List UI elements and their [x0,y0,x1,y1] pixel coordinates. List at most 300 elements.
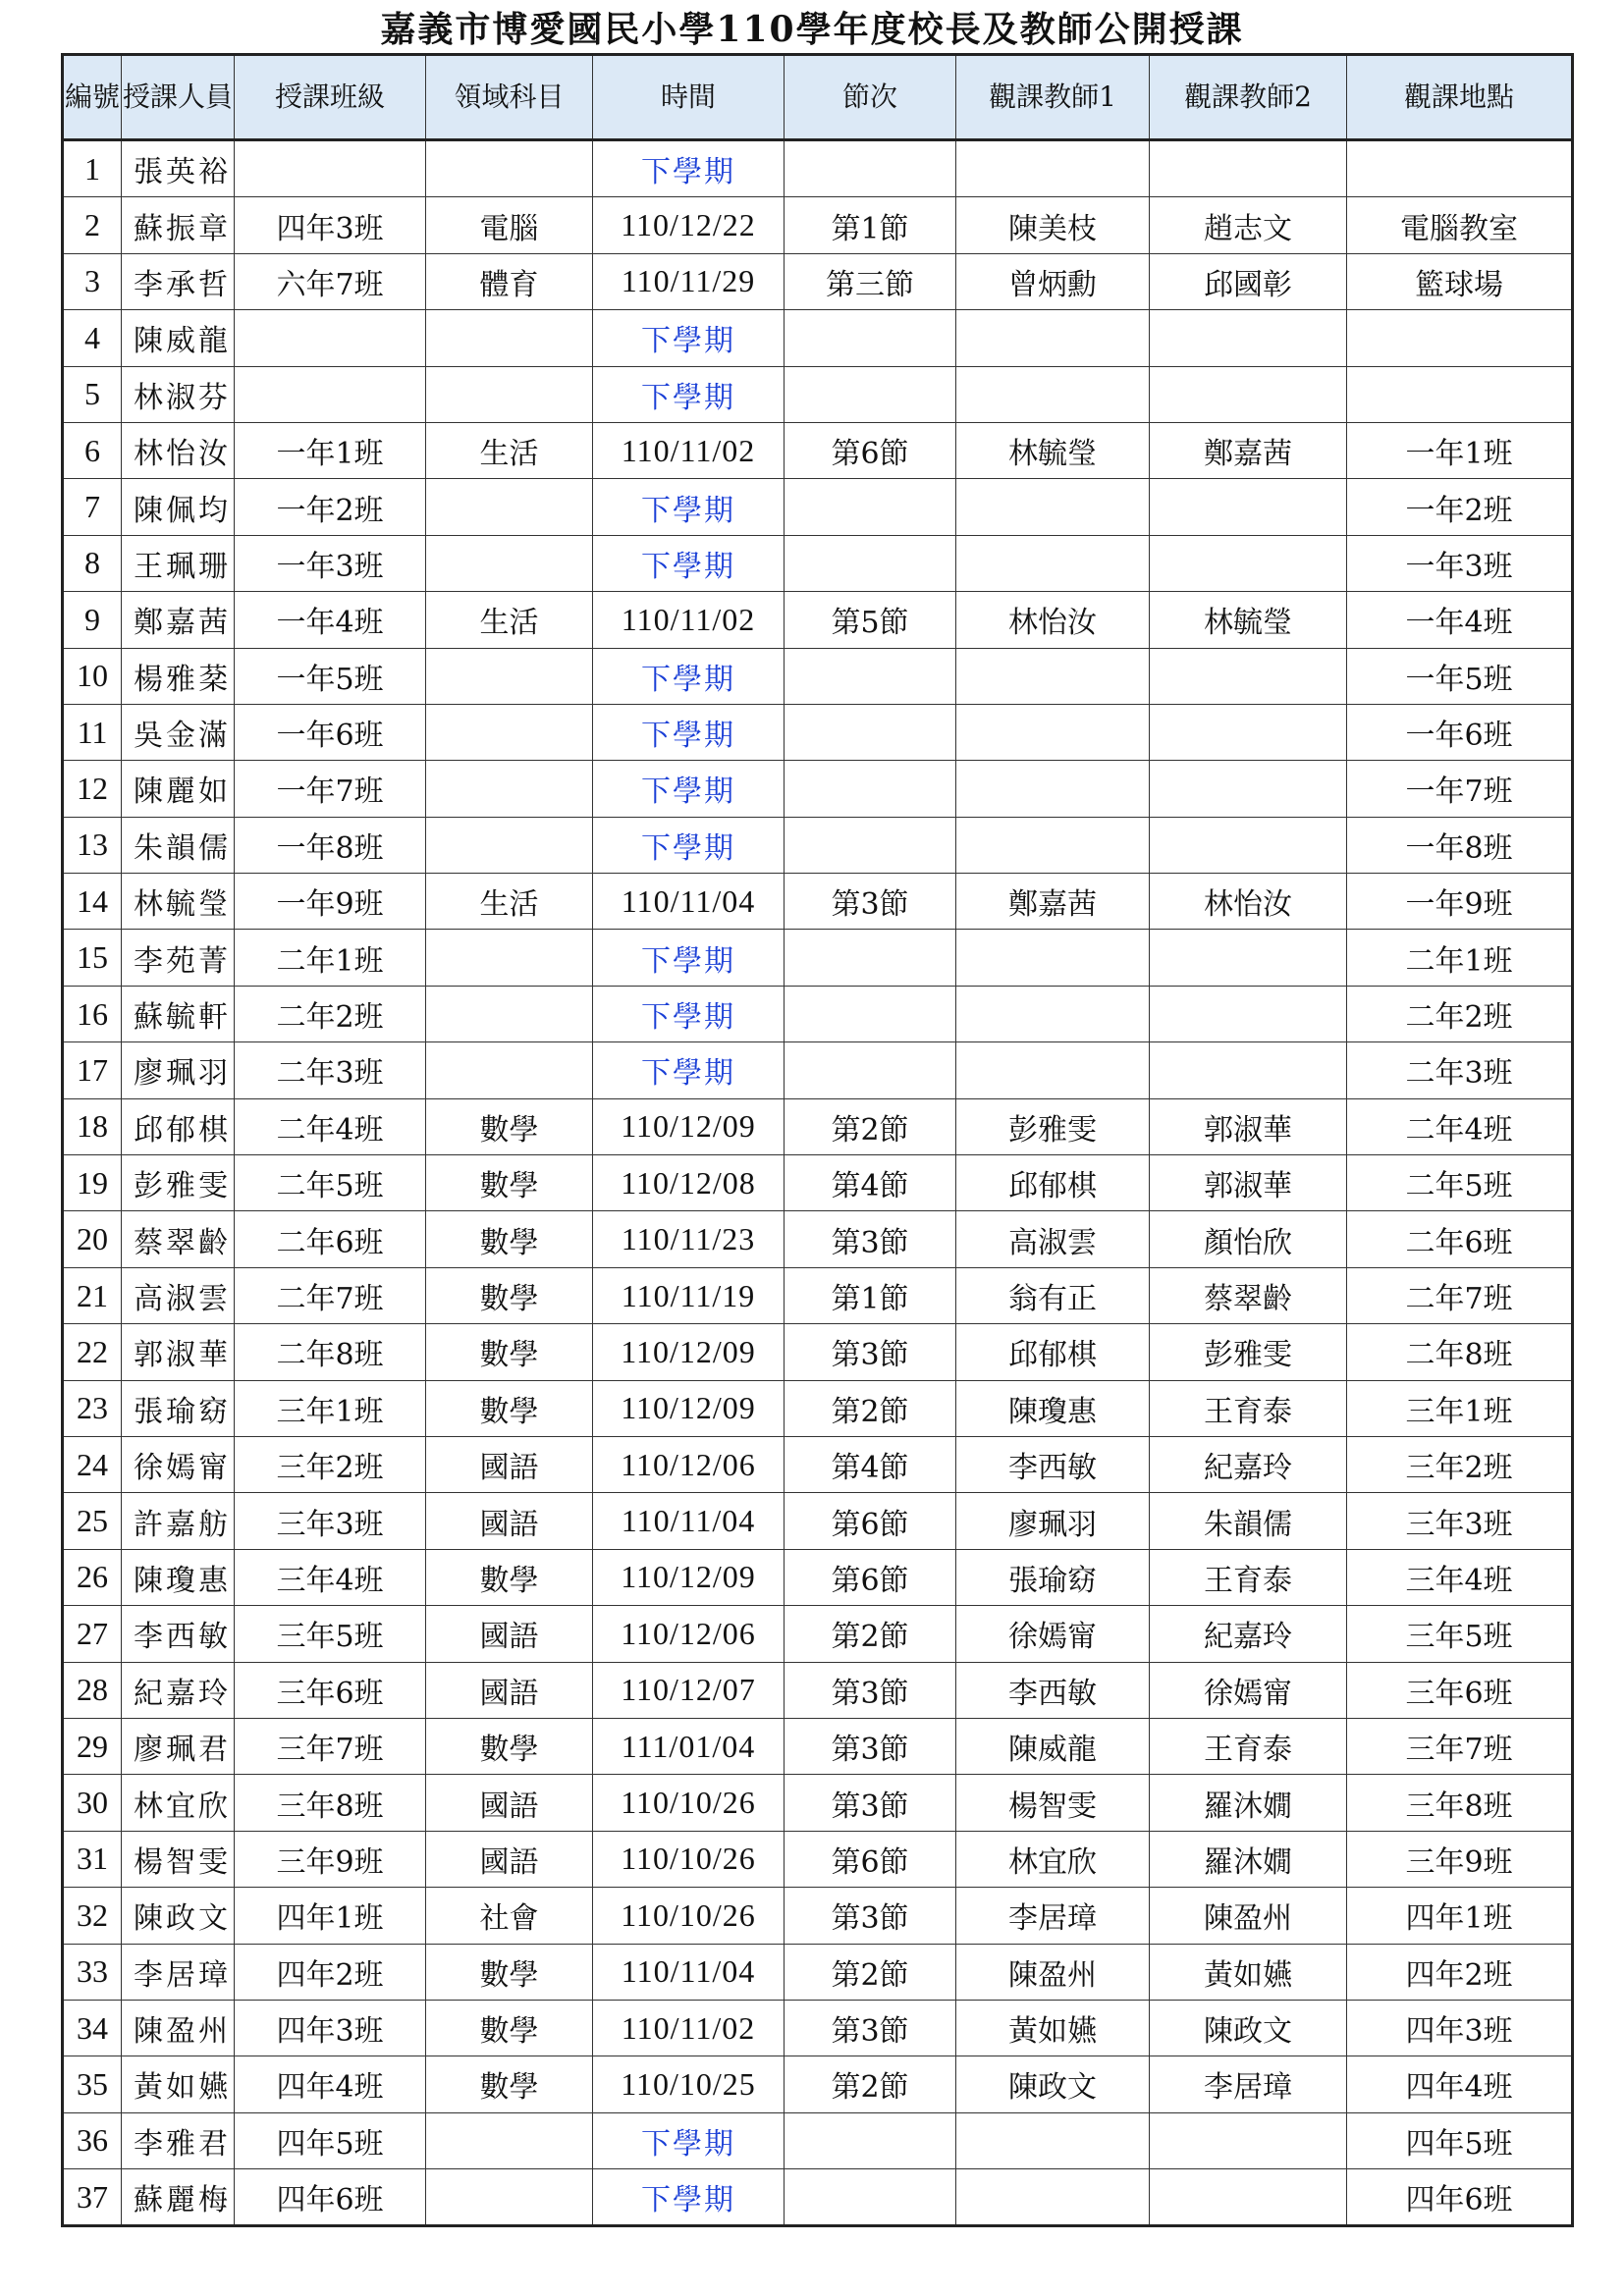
cell-subject [426,1042,593,1098]
cell-observer1: 彭雅雯 [956,1098,1150,1154]
cell-period [785,535,956,591]
cell-class: 一年8班 [235,817,426,873]
cell-date: 下學期 [593,704,785,760]
cell-period [785,817,956,873]
cell-location: 三年8班 [1347,1775,1573,1831]
cell-observer1 [956,366,1150,422]
cell-observer2 [1150,817,1347,873]
cell-subject: 國語 [426,1775,593,1831]
table-row [63,1662,1573,1718]
cell-teacher: 陳佩均 [122,479,235,535]
cell-observer2: 朱韻儒 [1150,1493,1347,1549]
cell-location: 四年1班 [1347,1888,1573,1944]
cell-observer1: 黃如嬿 [956,2000,1150,2056]
cell-location: 四年3班 [1347,2000,1573,2056]
cell-subject [426,761,593,817]
cell-observer1 [956,140,1150,197]
cell-class: 一年6班 [235,704,426,760]
cell-date: 110/11/29 [593,253,785,309]
cell-teacher: 朱韻儒 [122,817,235,873]
cell-class: 四年4班 [235,2056,426,2112]
cell-teacher: 張瑜窈 [122,1380,235,1436]
cell-date: 110/10/25 [593,2056,785,2112]
header-observer2: 觀課教師2 [1150,55,1347,140]
table-row [63,874,1573,930]
cell-observer1 [956,479,1150,535]
cell-observer1 [956,761,1150,817]
cell-subject: 生活 [426,874,593,930]
cell-teacher: 吳金滿 [122,704,235,760]
cell-period: 第6節 [785,422,956,478]
cell-observer2 [1150,2112,1347,2168]
table-row [63,1380,1573,1436]
cell-location: 一年7班 [1347,761,1573,817]
table-row [63,1831,1573,1887]
cell-date: 110/11/04 [593,874,785,930]
cell-class: 二年3班 [235,1042,426,1098]
table-row [63,535,1573,591]
cell-date: 110/12/09 [593,1380,785,1436]
cell-period: 第3節 [785,1324,956,1380]
cell-no: 33 [63,1944,122,2000]
cell-no: 35 [63,2056,122,2112]
cell-teacher: 彭雅雯 [122,1155,235,1211]
cell-subject [426,140,593,197]
cell-date: 110/11/04 [593,1944,785,2000]
table-row [63,2112,1573,2168]
cell-period: 第1節 [785,197,956,253]
cell-teacher: 陳盈州 [122,2000,235,2056]
cell-date: 110/12/09 [593,1324,785,1380]
cell-teacher: 蘇振章 [122,197,235,253]
cell-period: 第2節 [785,1380,956,1436]
cell-teacher: 楊智雯 [122,1831,235,1887]
cell-location [1347,366,1573,422]
cell-location [1347,140,1573,197]
cell-no: 23 [63,1380,122,1436]
cell-location: 二年3班 [1347,1042,1573,1098]
cell-date: 110/11/02 [593,592,785,648]
cell-subject: 國語 [426,1662,593,1718]
cell-observer2 [1150,2169,1347,2226]
cell-period: 第3節 [785,1211,956,1267]
cell-date: 110/10/26 [593,1888,785,1944]
table-row [63,366,1573,422]
cell-teacher: 蘇麗梅 [122,2169,235,2226]
cell-observer1: 邱郁棋 [956,1155,1150,1211]
cell-no: 32 [63,1888,122,1944]
cell-observer1 [956,2112,1150,2168]
cell-teacher: 王珮珊 [122,535,235,591]
table-row [63,197,1573,253]
cell-date: 110/11/02 [593,2000,785,2056]
cell-period: 第2節 [785,1944,956,2000]
cell-observer2: 邱國彰 [1150,253,1347,309]
cell-subject: 數學 [426,1718,593,1774]
table-row [63,1098,1573,1154]
cell-class: 三年9班 [235,1831,426,1887]
cell-no: 30 [63,1775,122,1831]
cell-period [785,1042,956,1098]
cell-subject [426,366,593,422]
cell-class: 三年7班 [235,1718,426,1774]
header-teacher: 授課人員 [122,55,235,140]
cell-location: 四年6班 [1347,2169,1573,2226]
cell-no: 19 [63,1155,122,1211]
cell-class: 二年2班 [235,986,426,1041]
cell-observer1: 林宜欣 [956,1831,1150,1887]
cell-date: 110/12/22 [593,197,785,253]
cell-subject [426,930,593,986]
cell-subject [426,2169,593,2226]
cell-observer2: 彭雅雯 [1150,1324,1347,1380]
table-row [63,479,1573,535]
cell-observer2 [1150,535,1347,591]
cell-no: 5 [63,366,122,422]
cell-date: 110/12/07 [593,1662,785,1718]
cell-teacher: 李承哲 [122,253,235,309]
cell-date: 下學期 [593,140,785,197]
cell-observer2: 紀嘉玲 [1150,1606,1347,1662]
cell-period [785,930,956,986]
cell-date: 110/10/26 [593,1775,785,1831]
cell-location: 三年3班 [1347,1493,1573,1549]
table-row [63,422,1573,478]
cell-observer2: 鄭嘉茜 [1150,422,1347,478]
cell-subject [426,535,593,591]
cell-no: 20 [63,1211,122,1267]
header-date: 時間 [593,55,785,140]
table-row [63,1155,1573,1211]
cell-teacher: 李居璋 [122,1944,235,2000]
table-row [63,1493,1573,1549]
cell-subject: 社會 [426,1888,593,1944]
cell-date: 110/11/02 [593,422,785,478]
table-row [63,253,1573,309]
cell-no: 22 [63,1324,122,1380]
cell-subject: 數學 [426,1098,593,1154]
table-row [63,1606,1573,1662]
cell-observer1: 邱郁棋 [956,1324,1150,1380]
table-row [63,704,1573,760]
table-row [63,2056,1573,2112]
cell-location: 一年5班 [1347,648,1573,704]
cell-subject [426,986,593,1041]
cell-no: 7 [63,479,122,535]
cell-location: 二年8班 [1347,1324,1573,1380]
cell-location: 三年4班 [1347,1549,1573,1605]
cell-date: 110/12/06 [593,1606,785,1662]
cell-observer2 [1150,648,1347,704]
table-row [63,2000,1573,2056]
cell-class: 一年7班 [235,761,426,817]
cell-period: 第6節 [785,1549,956,1605]
cell-location: 三年9班 [1347,1831,1573,1887]
cell-observer1 [956,704,1150,760]
cell-teacher: 陳政文 [122,1888,235,1944]
cell-period [785,986,956,1041]
cell-teacher: 徐嫣甯 [122,1436,235,1492]
cell-period: 第3節 [785,874,956,930]
cell-teacher: 陳瓊惠 [122,1549,235,1605]
cell-no: 4 [63,310,122,366]
cell-teacher: 林毓瑩 [122,874,235,930]
cell-class: 一年5班 [235,648,426,704]
cell-location: 一年3班 [1347,535,1573,591]
cell-date: 111/01/04 [593,1718,785,1774]
cell-teacher: 鄭嘉茜 [122,592,235,648]
cell-teacher: 黃如嬿 [122,2056,235,2112]
table-row [63,1211,1573,1267]
cell-class: 三年5班 [235,1606,426,1662]
cell-class: 二年7班 [235,1267,426,1323]
table-row [63,1549,1573,1605]
table-row [63,930,1573,986]
cell-observer1: 陳盈州 [956,1944,1150,2000]
cell-period: 第5節 [785,592,956,648]
cell-observer2: 徐嫣甯 [1150,1662,1347,1718]
cell-teacher: 高淑雲 [122,1267,235,1323]
cell-subject: 數學 [426,1324,593,1380]
cell-teacher: 林怡汝 [122,422,235,478]
cell-class [235,310,426,366]
cell-teacher: 蔡翠齡 [122,1211,235,1267]
cell-no: 14 [63,874,122,930]
cell-location: 一年9班 [1347,874,1573,930]
cell-subject: 數學 [426,2000,593,2056]
cell-no: 8 [63,535,122,591]
cell-date: 下學期 [593,648,785,704]
cell-teacher: 李雅君 [122,2112,235,2168]
cell-date: 110/11/19 [593,1267,785,1323]
cell-location: 二年1班 [1347,930,1573,986]
cell-observer2: 羅沐嫺 [1150,1775,1347,1831]
cell-subject: 數學 [426,1380,593,1436]
cell-subject: 數學 [426,1267,593,1323]
cell-class [235,140,426,197]
cell-teacher: 廖珮羽 [122,1042,235,1098]
cell-subject: 生活 [426,422,593,478]
cell-observer2 [1150,761,1347,817]
cell-observer2 [1150,366,1347,422]
cell-date: 110/12/09 [593,1098,785,1154]
cell-location: 四年5班 [1347,2112,1573,2168]
cell-location: 二年4班 [1347,1098,1573,1154]
cell-location: 二年5班 [1347,1155,1573,1211]
table-row [63,1718,1573,1774]
cell-teacher: 邱郁棋 [122,1098,235,1154]
cell-location: 籃球場 [1347,253,1573,309]
cell-observer1: 楊智雯 [956,1775,1150,1831]
cell-observer2: 王育泰 [1150,1718,1347,1774]
cell-date: 下學期 [593,2112,785,2168]
cell-date: 110/12/09 [593,1549,785,1605]
cell-class: 四年2班 [235,1944,426,2000]
cell-no: 13 [63,817,122,873]
cell-observer1 [956,535,1150,591]
header-observer1: 觀課教師1 [956,55,1150,140]
cell-class: 四年1班 [235,1888,426,1944]
cell-class: 一年4班 [235,592,426,648]
cell-class: 二年4班 [235,1098,426,1154]
cell-location: 四年2班 [1347,1944,1573,2000]
cell-class: 三年4班 [235,1549,426,1605]
cell-teacher: 林宜欣 [122,1775,235,1831]
cell-observer1: 李西敏 [956,1662,1150,1718]
table-header-row [63,55,1573,140]
cell-observer1 [956,648,1150,704]
header-period: 節次 [785,55,956,140]
table-row [63,1436,1573,1492]
cell-observer2 [1150,986,1347,1041]
cell-observer1 [956,986,1150,1041]
cell-no: 9 [63,592,122,648]
cell-period: 第3節 [785,1718,956,1774]
cell-class: 四年6班 [235,2169,426,2226]
cell-subject [426,648,593,704]
lesson-schedule-table [61,53,1574,2227]
cell-location: 一年1班 [1347,422,1573,478]
cell-no: 16 [63,986,122,1041]
cell-period: 第1節 [785,1267,956,1323]
cell-period: 第3節 [785,1888,956,1944]
cell-observer2: 紀嘉玲 [1150,1436,1347,1492]
cell-no: 15 [63,930,122,986]
cell-observer1: 陳美枝 [956,197,1150,253]
cell-no: 12 [63,761,122,817]
cell-date: 下學期 [593,986,785,1041]
cell-observer1 [956,1042,1150,1098]
cell-teacher: 廖珮君 [122,1718,235,1774]
cell-location: 三年7班 [1347,1718,1573,1774]
cell-period: 第3節 [785,1662,956,1718]
cell-observer1: 翁有正 [956,1267,1150,1323]
cell-observer2 [1150,930,1347,986]
cell-teacher: 林淑芬 [122,366,235,422]
cell-observer2: 陳政文 [1150,2000,1347,2056]
cell-teacher: 李苑菁 [122,930,235,986]
cell-subject: 數學 [426,1944,593,2000]
page-title: 嘉義市博愛國民小學110學年度校長及教師公開授課 [380,9,1244,50]
cell-no: 1 [63,140,122,197]
cell-observer2: 陳盈州 [1150,1888,1347,1944]
cell-period: 第6節 [785,1831,956,1887]
cell-date: 下學期 [593,310,785,366]
table-body [63,140,1573,2226]
cell-period: 第6節 [785,1493,956,1549]
cell-no: 27 [63,1606,122,1662]
header-location: 觀課地點 [1347,55,1573,140]
table-row [63,761,1573,817]
table-row [63,2169,1573,2226]
cell-observer2: 羅沐嫺 [1150,1831,1347,1887]
cell-no: 18 [63,1098,122,1154]
cell-period [785,140,956,197]
cell-observer2: 趙志文 [1150,197,1347,253]
cell-period [785,2169,956,2226]
cell-observer2: 郭淑華 [1150,1155,1347,1211]
cell-subject: 國語 [426,1436,593,1492]
cell-observer1: 李居璋 [956,1888,1150,1944]
header-subject: 領域科目 [426,55,593,140]
cell-teacher: 紀嘉玲 [122,1662,235,1718]
cell-class: 二年1班 [235,930,426,986]
cell-observer2: 林毓瑩 [1150,592,1347,648]
cell-date: 下學期 [593,2169,785,2226]
cell-observer2 [1150,704,1347,760]
cell-subject: 國語 [426,1606,593,1662]
table-row [63,140,1573,197]
cell-teacher: 郭淑華 [122,1324,235,1380]
cell-date: 110/10/26 [593,1831,785,1887]
cell-observer1: 鄭嘉茜 [956,874,1150,930]
table-row [63,1944,1573,2000]
header-class: 授課班級 [235,55,426,140]
cell-date: 下學期 [593,479,785,535]
cell-observer1: 李西敏 [956,1436,1150,1492]
cell-subject: 數學 [426,1549,593,1605]
cell-date: 110/11/04 [593,1493,785,1549]
cell-period: 第2節 [785,1606,956,1662]
cell-subject: 數學 [426,1155,593,1211]
cell-period [785,761,956,817]
cell-observer1: 陳瓊惠 [956,1380,1150,1436]
cell-location: 三年2班 [1347,1436,1573,1492]
cell-class: 四年3班 [235,2000,426,2056]
cell-no: 37 [63,2169,122,2226]
cell-period: 第4節 [785,1155,956,1211]
cell-no: 11 [63,704,122,760]
cell-teacher: 楊雅棻 [122,648,235,704]
cell-subject: 數學 [426,2056,593,2112]
table-row [63,1888,1573,1944]
cell-no: 2 [63,197,122,253]
table-row [63,817,1573,873]
cell-observer1: 陳威龍 [956,1718,1150,1774]
cell-no: 28 [63,1662,122,1718]
cell-location: 三年5班 [1347,1606,1573,1662]
cell-subject [426,310,593,366]
cell-observer1: 曾炳勳 [956,253,1150,309]
cell-class: 三年8班 [235,1775,426,1831]
cell-period: 第2節 [785,1098,956,1154]
cell-subject [426,2112,593,2168]
cell-class: 三年1班 [235,1380,426,1436]
cell-subject: 國語 [426,1493,593,1549]
cell-date: 下學期 [593,930,785,986]
cell-no: 31 [63,1831,122,1887]
cell-subject: 生活 [426,592,593,648]
cell-period [785,704,956,760]
cell-period: 第4節 [785,1436,956,1492]
cell-class: 三年3班 [235,1493,426,1549]
cell-no: 29 [63,1718,122,1774]
cell-observer2: 顏怡欣 [1150,1211,1347,1267]
cell-date: 110/12/08 [593,1155,785,1211]
cell-location: 一年8班 [1347,817,1573,873]
cell-no: 21 [63,1267,122,1323]
cell-class: 二年5班 [235,1155,426,1211]
cell-subject [426,479,593,535]
table-row [63,986,1573,1041]
cell-period [785,479,956,535]
table-row [63,1324,1573,1380]
cell-observer2: 林怡汝 [1150,874,1347,930]
cell-period: 第2節 [785,2056,956,2112]
cell-observer1 [956,310,1150,366]
cell-observer2 [1150,1042,1347,1098]
cell-no: 24 [63,1436,122,1492]
